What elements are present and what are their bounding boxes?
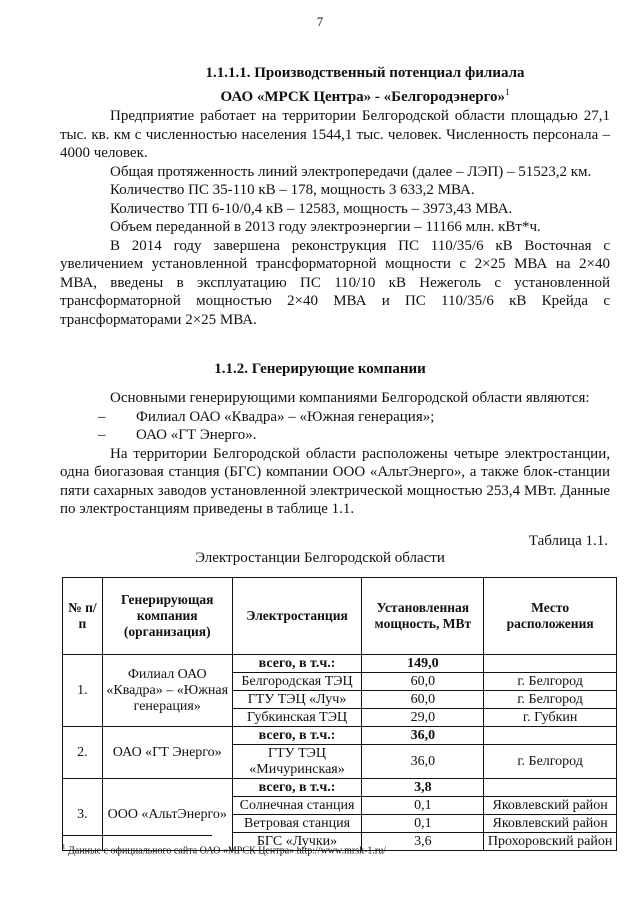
header-cell: № п/п xyxy=(63,578,103,655)
list-item-text: Филиал ОАО «Квадра» – «Южная генерация»; xyxy=(136,408,435,425)
footnote-reference: 1 xyxy=(505,87,510,97)
row-number: 3. xyxy=(63,779,103,851)
station-cell: Ветровая станция xyxy=(232,815,362,833)
total-value: 149,0 xyxy=(362,655,484,673)
station-cell: ГТУ ТЭЦ «Мичуринская» xyxy=(232,745,362,779)
section-heading-1 xyxy=(100,64,630,107)
location-cell: г. Белгород xyxy=(484,745,617,779)
total-label: всего, в т.ч.: xyxy=(232,727,362,745)
table-label: Таблица 1.1. xyxy=(528,533,608,549)
station-cell: ГТУ ТЭЦ «Луч» xyxy=(232,691,362,709)
power-cell: 60,0 xyxy=(362,691,484,709)
location-cell xyxy=(484,779,617,797)
header-cell: Место расположения xyxy=(484,578,617,655)
list-dash: – xyxy=(98,427,106,443)
table-row xyxy=(63,779,617,797)
paragraph: Общая протяженность линий электропередачи (далее – ЛЭП) – 51523,2 км. xyxy=(110,163,592,180)
location-cell xyxy=(484,727,617,745)
station-cell: Белгородская ТЭЦ xyxy=(232,673,362,691)
footnote-mark: 1 xyxy=(62,843,66,851)
header-cell: Электростанция xyxy=(232,578,362,655)
power-cell: 36,0 xyxy=(362,745,484,779)
section-heading-2: 1.1.2. Генерирующие компании xyxy=(214,361,426,377)
total-value: 3,8 xyxy=(362,779,484,797)
table-row xyxy=(63,727,617,745)
table-row xyxy=(63,655,617,673)
paragraph: Предприятие работает на территории Белгородской области площадью 27,1 тыс. кв. км с численностью населения 1544,1 тыс. человек. Численность персонала – 4000 человек. xyxy=(60,108,610,161)
list-item xyxy=(60,426,610,445)
location-cell: Яковлевский район xyxy=(484,815,617,833)
footnote-separator xyxy=(62,835,212,836)
power-stations-table xyxy=(62,577,617,851)
location-cell: г. Губкин xyxy=(484,709,617,727)
power-cell: 0,1 xyxy=(362,815,484,833)
location-cell: г. Белгород xyxy=(484,673,617,691)
footnote xyxy=(62,843,386,856)
list-dash: – xyxy=(98,408,106,425)
header-cell: Установленная мощность, МВт xyxy=(362,578,484,655)
power-cell: 60,0 xyxy=(362,673,484,691)
footnote-text: Данные с официального сайта ОАО «МРСК Центра» http://www.mrsk-1.ru/ xyxy=(68,845,387,857)
row-number: 2. xyxy=(63,727,103,779)
paragraph: Объем переданной в 2013 году электроэнергии – 11166 млн. кВт*ч. xyxy=(110,219,541,235)
total-label: всего, в т.ч.: xyxy=(232,655,362,673)
company-name: Филиал ОАО «Квадра» – «Южная генерация» xyxy=(102,655,232,727)
company-name: ОАО «ГТ Энерго» xyxy=(102,727,232,779)
location-cell: Яковлевский район xyxy=(484,797,617,815)
section1-body xyxy=(60,107,610,329)
station-cell: Губкинская ТЭЦ xyxy=(232,709,362,727)
section2-body xyxy=(60,389,610,519)
row-number: 1. xyxy=(63,655,103,727)
station-cell: Солнечная станция xyxy=(232,797,362,815)
station-cell: БГС «Лучки» xyxy=(232,833,362,851)
paragraph: На территории Белгородской области расположены четыре электростанции, одна биогазовая станция (БГС) компании ООО «АльтЭнерго», а также блок-станции пяти сахарных заводов установленной электрической мощностью 253,4 МВт. Данные по электростанциям приведены в таблице 1.1. xyxy=(60,445,610,517)
list-item xyxy=(60,408,610,427)
power-cell: 29,0 xyxy=(362,709,484,727)
company-name: ООО «АльтЭнерго» xyxy=(102,779,232,851)
paragraph: Количество ТП 6-10/0,4 кВ – 12583, мощность – 3973,43 МВА. xyxy=(110,200,513,217)
power-cell: 0,1 xyxy=(362,797,484,815)
table-title: Электростанции Белгородской области xyxy=(195,550,445,566)
page-number: 7 xyxy=(316,14,324,29)
list-item-text: ОАО «ГТ Энерго». xyxy=(136,427,257,443)
header-cell: Генерирующая компания (организация) xyxy=(102,578,232,655)
total-value: 36,0 xyxy=(362,727,484,745)
section-title-line-2: ОАО «МРСК Центра» - «Белгородэнерго» xyxy=(220,89,506,105)
section-title-line-1: 1.1.1.1. Производственный потенциал филиала xyxy=(205,65,525,81)
table-header-row xyxy=(63,578,617,655)
location-cell: г. Белгород xyxy=(484,691,617,709)
paragraph: В 2014 году завершена реконструкция ПС 110/35/6 кВ Восточная с увеличением установленной трансформаторной мощности с 2×25 МВА на 2×40 МВА, введены в эксплуатацию ПС 110/10 кВ Нежеголь с установленной трансформаторной мощностью 2×40 МВА и ПС 110/35/6 кВ Крейда с трансформаторами 2×25 МВА. xyxy=(60,237,610,328)
location-cell xyxy=(484,655,617,673)
power-cell: 3,6 xyxy=(362,833,484,851)
paragraph: Количество ПС 35-110 кВ – 178, мощность 3 633,2 МВА. xyxy=(110,182,475,198)
total-label: всего, в т.ч.: xyxy=(232,779,362,797)
location-cell: Прохоровский район xyxy=(484,833,617,851)
paragraph: Основными генерирующими компаниями Белгородской области являются: xyxy=(110,390,590,406)
